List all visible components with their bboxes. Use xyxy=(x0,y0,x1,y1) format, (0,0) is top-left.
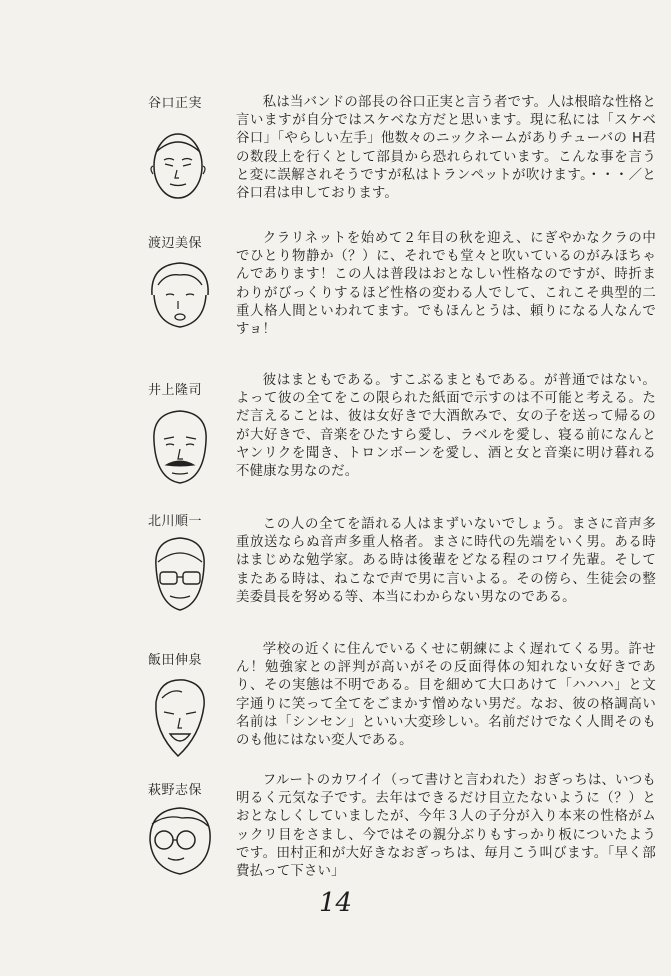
face-laughing-icon xyxy=(140,672,220,762)
profile-text: クラリネットを始めて２年目の秋を迎え、にぎやかなクラの中でひとり物静か（？）に、それでも堂々と吹いているのがみほちゃんであります！この人は普段はおとなしい性格なのですが、時折まわりがびっくりするほど性格の変わる人でして、これこそ典型的二重人格人間といわれてます。でもほんとうは、頼りになる人なんですョ！ xyxy=(236,231,656,338)
page-number: 14 xyxy=(318,888,353,918)
face-bangs-icon xyxy=(140,255,222,335)
member-name: 北川順一 xyxy=(148,514,203,529)
member-name: 井上隆司 xyxy=(148,383,203,398)
face-glasses-icon xyxy=(140,532,220,617)
profile-text: 彼はまともである。すこぶるまともである。が普通ではない。よって彼の全てをこの限られた紙面で示すのは不可能と考える。ただ言えることは、彼は女好きで大酒飲みで、女の子を送って帰るのが大好きで、音楽をひたすら愛し、ラベルを愛し、寝る前になんとヤンリクを聞き、トロンボーンを愛し、酒と女と音楽に明け暮れる不健康な男なのだ。 xyxy=(236,373,656,480)
member-name: 谷口正実 xyxy=(148,96,203,111)
profile-text: フルートのカワイイ（って書けと言われた）おぎっちは、いつも明るく元気な子です。去年はできるだけ目立たないように（？）とおとなしくしていましたが、今年３人の子分が入り本来の性格がムックリ目をさまし、今ではその親分ぶりもすっかり板についたようです。田村正和が大好きなおぎっちは、毎月こう叫びます。「早く部費払って下さい」 xyxy=(236,773,656,880)
profile-text: 学校の近くに住んでいるくせに朝練によく遅れてくる男。許せん！勉強家との評判が高いがその反面得体の知れない女好きであり、その実態は不明である。目を細めて大口あけて「ハハハ」と文字通りに笑って全てをごまかす憎めない男だ。なお、彼の格調高い名前は「シンセン」といい大変珍しい。名前だけでなく人間そのものも他にはない変人である。 xyxy=(236,642,656,749)
face-round-glasses-icon xyxy=(140,802,222,880)
face-squint-icon xyxy=(140,120,220,210)
profile-text: 私は当バンドの部長の谷口正実と言う者です。人は根暗な性格と言いますが自分ではスケベな方だと思います。現に私には「スケベ谷口」「やらしい左手」他数々のニックネームがありチューバの H君の数段上を行くとして部員から恐れられています。こんな事を言うと変に誤解されそうですが私はトランペットが吹けます。・・・／と谷口君は申しております。 xyxy=(236,95,656,202)
face-mustache-icon xyxy=(140,405,220,490)
member-name: 飯田伸泉 xyxy=(148,653,203,668)
member-name: 渡辺美保 xyxy=(148,236,203,251)
profile-text: この人の全てを語れる人はまずいないでしょう。まさに音声多重放送ならぬ音声多重人格者。まさに時代の先端をいく男。ある時はまじめな勉学家。ある時は後輩をどなる程のコワイ先輩。そしてまたある時は、ねこなで声で男に言いよる。その傍ら、生徒会の整美委員長を努める等、本当にわからない男なのである。 xyxy=(236,517,656,605)
member-name: 萩野志保 xyxy=(148,783,203,798)
